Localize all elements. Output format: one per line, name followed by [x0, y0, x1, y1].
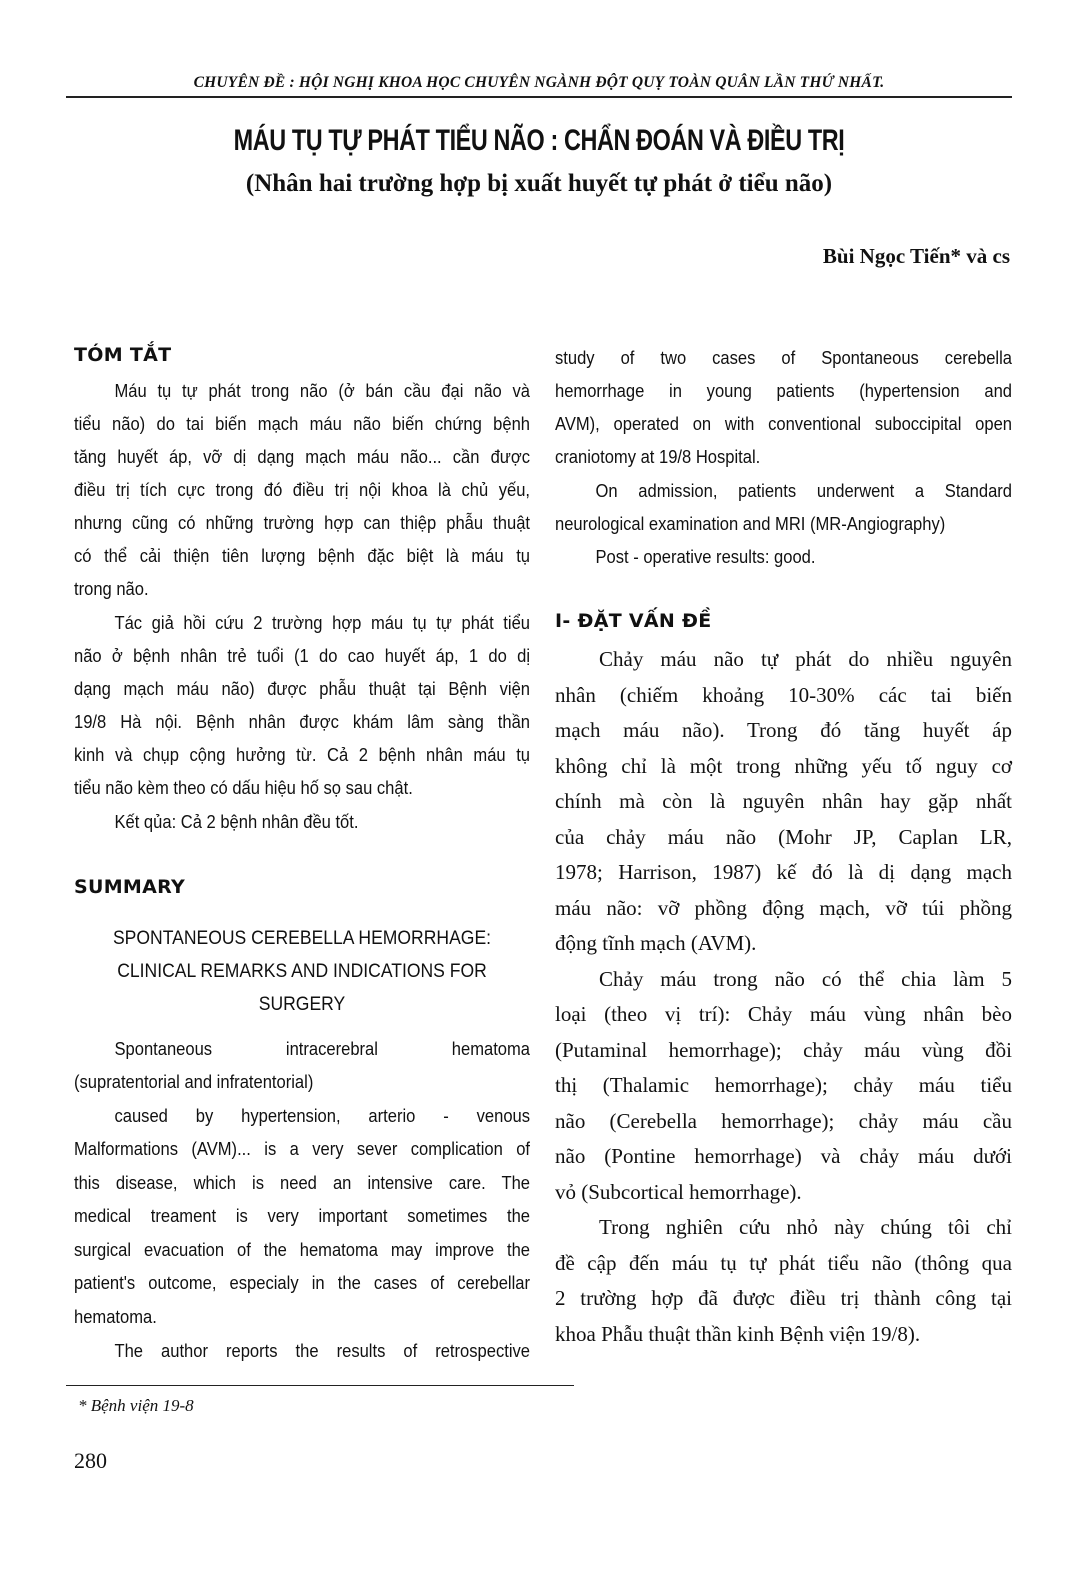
text-line: não (Cerebella hemorrhage); chảy máu cầu	[555, 1109, 1012, 1133]
text-line: patient's outcome, especialy in the cases of cerebellar	[74, 1273, 531, 1293]
text-line: Chảy máu trong não có thể chia làm 5	[599, 967, 1012, 991]
text-line: dạng mạch máu não) được phẫu thuật tại Bệnh viện	[74, 679, 531, 699]
text-line: Malformations (AVM)... is a very sever complication of	[74, 1139, 531, 1159]
text-line: nhưng cũng có những trường hợp can thiệp phẫu thuật	[74, 513, 531, 533]
text-line: Spontaneous intracerebral hematoma	[114, 1039, 531, 1059]
text-line: surgical evacuation of the hematoma may improve the	[74, 1240, 531, 1260]
text-line: neurological examination and MRI (MR-Angiography)	[555, 514, 946, 534]
text-line: tiểu não) do tai biến mạch máu não biến chứng bệnh	[74, 414, 531, 434]
text-line: On admission, patients underwent a Standard	[595, 481, 1013, 501]
text-line: (supratentorial and infratentorial)	[74, 1072, 314, 1092]
summary-title-line: SURGERY	[258, 993, 346, 1015]
summary-title	[97, 922, 507, 1021]
text-line: 2 trường hợp đã được điều trị thành công tại	[555, 1286, 1012, 1310]
text-line: vỏ (Subcortical hemorrhage).	[555, 1180, 802, 1204]
text-line: Tác giả hồi cứu 2 trường hợp máu tụ tự phát tiểu	[114, 613, 531, 633]
text-line: study of two cases of Spontaneous cerebella	[555, 348, 1013, 368]
right-column	[555, 0, 1012, 1591]
text-line: trong não.	[74, 579, 149, 599]
text-line: của chảy máu não (Mohr JP, Caplan LR,	[555, 825, 1012, 849]
text-line: khoa Phẫu thuật thần kinh Bệnh viện 19/8).	[555, 1322, 921, 1346]
running-head: CHUYÊN ĐỀ : HỘI NGHỊ KHOA HỌC CHUYÊN NGÀNH ĐỘT QUỴ TOÀN QUÂN LẦN THỨ NHẤT.	[193, 74, 885, 91]
text-line: Máu tụ tự phát trong não (ở bán cầu đại não và	[114, 381, 531, 401]
page-number: 280	[74, 1448, 107, 1473]
text-line: Trong nghiên cứu nhỏ này chúng tôi chỉ	[599, 1215, 1012, 1239]
summary-title-line: CLINICAL REMARKS AND INDICATIONS FOR	[117, 960, 487, 982]
text-line: có thể cải thiện tiên lượng bệnh đặc biệt là máu tụ	[74, 546, 531, 566]
article-subtitle: (Nhân hai trường hợp bị xuất huyết tự phát ở tiểu não)	[245, 170, 833, 197]
footnote-rule	[66, 1385, 574, 1386]
article-title: MÁU TỤ TỰ PHÁT TIỂU NÃO : CHẨN ĐOÁN VÀ ĐIỀU TRỊ	[233, 124, 845, 157]
author-line: Bùi Ngọc Tiến* và cs	[822, 244, 1010, 268]
text-line: đề cập đến máu tụ tự phát tiểu não (thông qua	[555, 1251, 1012, 1275]
text-line: thị (Thalamic hemorrhage); chảy máu tiểu	[555, 1073, 1012, 1097]
text-line: Chảy máu não tự phát do nhiều nguyên	[599, 647, 1012, 671]
text-line: chính mà còn là nguyên nhân hay gặp nhất	[555, 789, 1012, 813]
summary-title-line: SPONTANEOUS CEREBELLA HEMORRHAGE:	[112, 927, 492, 949]
text-line: tăng huyết áp, vỡ dị dạng mạch máu não... cần được	[74, 447, 531, 467]
footnote: * Bệnh viện 19-8	[78, 1396, 194, 1415]
left-column	[74, 0, 530, 1591]
text-line: não ở bệnh nhân trẻ tuổi (1 do cao huyết áp, 1 do dị	[74, 646, 531, 666]
text-line: 1978; Harrison, 1987) kế đó là dị dạng mạch	[555, 860, 1012, 884]
text-line: AVM), operated on with conventional suboccipital open	[555, 414, 1013, 434]
text-line: động tĩnh mạch (AVM).	[555, 931, 757, 955]
text-line: (Putaminal hemorrhage); chảy máu vùng đồi	[555, 1038, 1012, 1062]
text-line: não (Pontine hemorrhage) và chảy máu dưới	[555, 1144, 1012, 1168]
abstract-vi-heading: TÓM TẮT	[74, 344, 172, 366]
text-line: 19/8 Hà nội. Bệnh nhân được khám lâm sàng thần	[74, 712, 531, 732]
text-line: hemorrhage in young patients (hypertension and	[555, 381, 1013, 401]
text-line: tiểu não kèm theo có dấu hiệu hố sọ sau chật.	[74, 778, 413, 798]
text-line: loại (theo vị trí): Chảy máu vùng nhân bèo	[555, 1002, 1012, 1026]
text-line: Kết qủa: Cả 2 bệnh nhân đều tốt.	[114, 812, 359, 832]
text-line: kinh và chụp cộng hưởng từ. Cả 2 bệnh nhân máu tụ	[74, 745, 531, 765]
summary-heading: SUMMARY	[74, 876, 186, 898]
text-line: điều trị tích cực trong đó điều trị nội khoa là chủ yếu,	[74, 480, 531, 500]
text-line: mạch máu não). Trong đó tăng huyết áp	[555, 718, 1012, 742]
text-line: không chỉ là một trong những yếu tố nguy cơ	[555, 754, 1012, 778]
text-line: hematoma.	[74, 1307, 157, 1327]
text-line: nhân (chiếm khoảng 10-30% các tai biến	[555, 683, 1012, 707]
text-line: craniotomy at 19/8 Hospital.	[555, 447, 761, 467]
text-line: caused by hypertension, arterio - venous	[114, 1106, 531, 1126]
text-line: medical treament is very important sometimes the	[74, 1206, 531, 1226]
section-1-heading: I- ĐẶT VẤN ĐỀ	[555, 610, 712, 632]
text-line: this disease, which is need an intensive care. The	[74, 1173, 531, 1193]
text-line: Post - operative results: good.	[595, 547, 816, 567]
text-line: The author reports the results of retrospective	[114, 1341, 531, 1361]
text-line: máu não: vỡ phồng động mạch, vỡ túi phồng	[555, 896, 1012, 920]
